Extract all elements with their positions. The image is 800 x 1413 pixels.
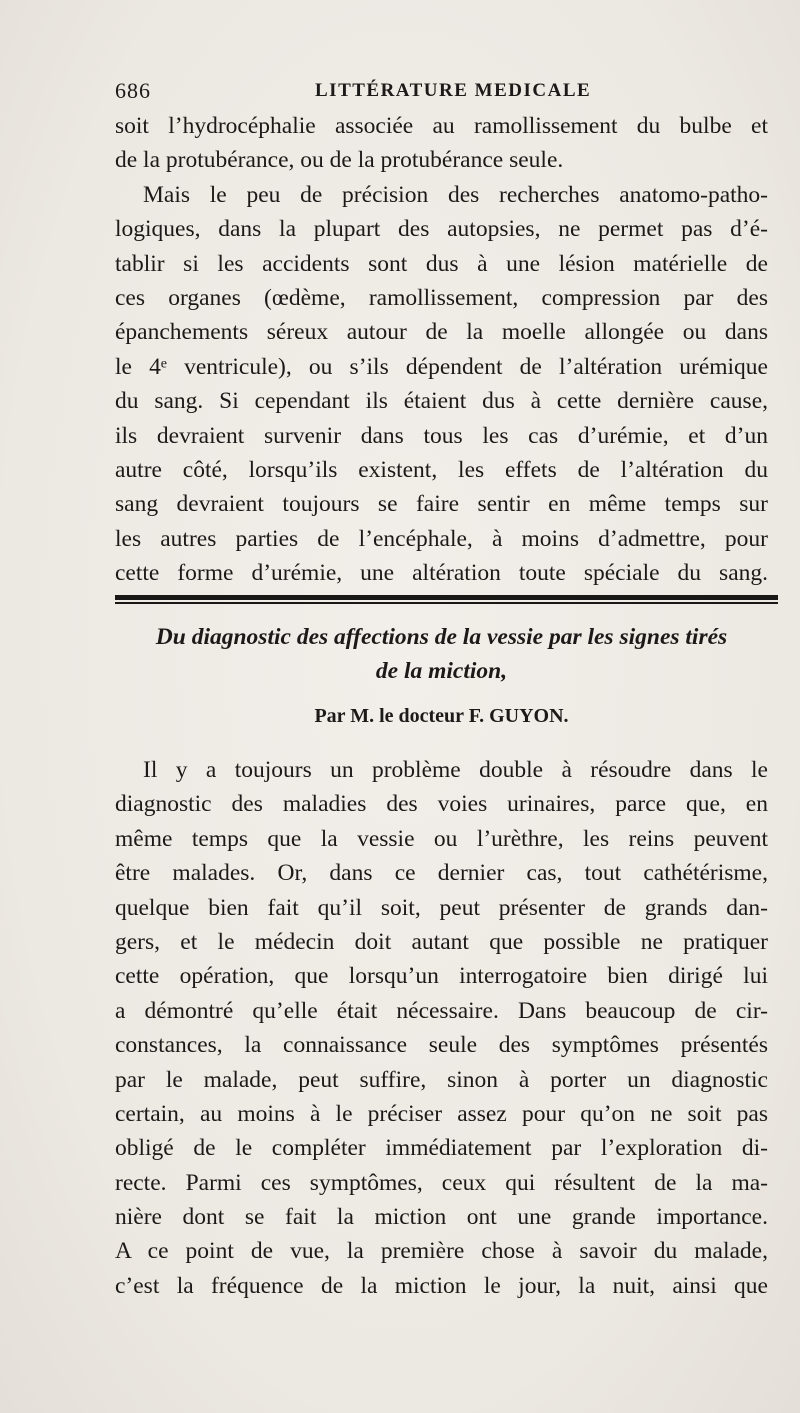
text-line: du sang. Si cependant ils étaient dus à cette dernière cause, (115, 388, 768, 415)
text-line: A ce point de vue, la première chose à savoir du malade, (115, 1238, 768, 1265)
text-line: cette opération, que lorsqu’un interrogatoire bien dirigé lui (115, 963, 768, 990)
text-line: épanchements séreux autour de la moelle allongée ou dans (115, 319, 768, 346)
text-line: quelque bien fait qu’il soit, peut présenter de grands dan- (115, 894, 768, 921)
text-line: obligé de le compléter immédiatement par l’exploration di- (115, 1135, 768, 1162)
article-title-line-2: de la miction, (375, 658, 508, 684)
text-line: cette forme d’urémie, une altération toute spéciale du sang. (115, 560, 768, 587)
section-divider (115, 595, 778, 605)
divider-thin-rule (115, 602, 778, 604)
text-line: Mais le peu de précision des recherches anatomo-patho- (143, 181, 768, 208)
text-line: Il y a toujours un problème double à résoudre dans le (143, 757, 768, 783)
text-line: soit l’hydrocéphalie associée au ramollissement du bulbe et (115, 113, 768, 139)
text-line: être malades. Or, dans ce dernier cas, tout cathétérisme, (115, 860, 768, 887)
article-title-line-1: Du diagnostic des affections de la vessie par les signes tirés (155, 624, 728, 650)
text-line: diagnostic des maladies des voies urinaires, parce que, en (115, 791, 768, 818)
text-line: gers, et le médecin doit autant que possible ne pratiquer (115, 928, 768, 955)
text-line: ils devraient survenir dans tous les cas d’urémie, et d’un (115, 422, 768, 449)
text-line: même temps que la vessie ou l’urèthre, les reins peuvent (115, 825, 768, 852)
text-line: autre côté, lorsqu’ils existent, les effets de l’altération du (115, 456, 768, 483)
text-line: sang devraient toujours se faire sentir en même temps sur (115, 491, 768, 518)
page-header (115, 78, 768, 108)
text-line: recte. Parmi ces symptômes, ceux qui résultent de la ma- (115, 1169, 768, 1196)
article-byline: Par M. le docteur F. GUYON. (314, 705, 569, 727)
paragraph-diagnostic (115, 753, 768, 1303)
text-line: par le malade, peut suffire, sinon à porter un diagnostic (115, 1066, 768, 1093)
running-title: LITTÉRATURE MEDICALE (315, 80, 592, 101)
page-number: 686 (115, 78, 151, 103)
text-line: nière dont se fait la miction ont une grande importance. (115, 1204, 768, 1231)
text-line: ces organes (œdème, ramollissement, compression par des (115, 284, 768, 311)
text-line: c’est la fréquence de la miction le jour, la nuit, ainsi que (115, 1272, 768, 1299)
text-line: de la protubérance, ou de la protubérance seule. (115, 147, 564, 174)
text-line: constances, la connaissance seule des symptômes présentés (115, 1032, 768, 1059)
text-line: les autres parties de l’encéphale, à moins d’admettre, pour (115, 525, 768, 552)
article-title (115, 620, 768, 688)
text-line: logiques, dans la plupart des autopsies, ne permet pas d’é- (115, 216, 768, 243)
divider-thick-rule (115, 595, 778, 600)
paragraph-uremia (115, 109, 768, 590)
text-line: a démontré qu’elle était nécessaire. Dans beaucoup de cir- (115, 997, 768, 1024)
text-line: tablir si les accidents sont dus à une lésion matérielle de (115, 250, 768, 277)
text-line: le 4ᵉ ventricule), ou s’ils dépendent de l’altération urémique (115, 353, 768, 380)
text-line: certain, au moins à le préciser assez pour qu’on ne soit pas (115, 1100, 768, 1127)
